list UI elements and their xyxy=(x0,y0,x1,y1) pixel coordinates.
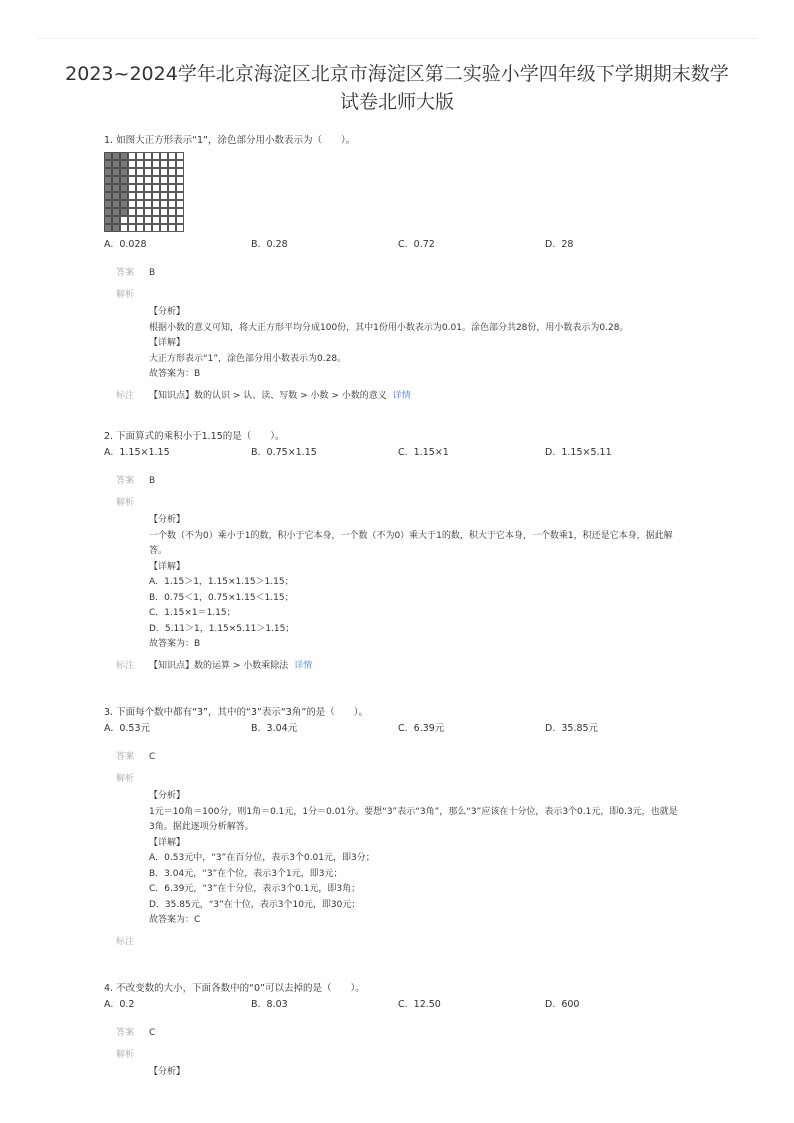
question-2 xyxy=(104,430,704,674)
grid-cell-shaded xyxy=(105,193,112,200)
option-a[interactable]: A. 0.028 xyxy=(104,239,147,250)
grid-cell xyxy=(177,153,184,160)
grid-cell xyxy=(177,185,184,192)
grid-cell xyxy=(145,153,152,160)
grid-cell-shaded xyxy=(113,185,120,192)
answer-row xyxy=(104,1026,704,1041)
grid-cell-shaded xyxy=(113,209,120,216)
options-row xyxy=(104,238,704,252)
analysis-line: 【详解】 xyxy=(149,837,186,848)
grid-cell xyxy=(169,201,176,208)
question-1 xyxy=(104,134,704,404)
grid-cell xyxy=(137,153,144,160)
top-divider xyxy=(38,38,756,39)
grid-cell xyxy=(129,177,136,184)
grid-cell xyxy=(153,217,160,224)
analysis-body xyxy=(149,789,679,929)
grid-cell xyxy=(169,225,176,232)
grid-cell xyxy=(145,201,152,208)
grid-cell xyxy=(137,169,144,176)
grid-cell xyxy=(153,177,160,184)
analysis-line: 故答案为：C xyxy=(149,915,201,925)
analysis-line: 根据小数的意义可知，将大正方形平均分成100份，其中1份用小数表示为0.01。涂色部分共28份，用小数表示为0.28。 xyxy=(149,322,629,333)
grid-cell xyxy=(177,209,184,216)
note-row xyxy=(104,935,704,950)
grid-cell xyxy=(153,225,160,232)
option-d[interactable]: D. 28 xyxy=(545,239,574,250)
grid-cell-shaded xyxy=(113,217,120,224)
grid-cell xyxy=(161,185,168,192)
analysis-row xyxy=(104,288,704,303)
answer-row xyxy=(104,474,704,489)
detail-link[interactable]: 详情 xyxy=(294,660,313,671)
note-row xyxy=(104,659,704,674)
hundred-grid-figure xyxy=(104,152,184,232)
analysis-line: 大正方形表示“1”，涂色部分用小数表示为0.28。 xyxy=(149,353,347,364)
grid-cell-shaded xyxy=(105,209,112,216)
analysis-row xyxy=(104,1048,704,1063)
grid-cell xyxy=(153,193,160,200)
grid-cell xyxy=(177,225,184,232)
analysis-label: 解析 xyxy=(116,290,135,300)
grid-cell-shaded xyxy=(113,169,120,176)
grid-cell xyxy=(129,193,136,200)
grid-cell xyxy=(161,153,168,160)
option-c[interactable]: C. 0.72 xyxy=(398,239,435,250)
grid-cell xyxy=(153,161,160,168)
grid-cell xyxy=(153,209,160,216)
grid-cell xyxy=(137,217,144,224)
option-b[interactable]: B. 0.75×1.15 xyxy=(251,447,317,458)
grid-cell xyxy=(177,217,184,224)
option-a[interactable]: A. 0.53元 xyxy=(104,723,151,734)
analysis-label: 解析 xyxy=(116,774,135,784)
analysis-row xyxy=(104,772,704,787)
option-b[interactable]: B. 8.03 xyxy=(251,999,288,1010)
analysis-body xyxy=(149,513,679,653)
analysis-line: D．35.85元，“3”在十位，表示3个10元，即30元； xyxy=(149,899,361,910)
answer-row xyxy=(104,266,704,281)
grid-cell xyxy=(129,225,136,232)
answer-label: 答案 xyxy=(116,476,135,486)
grid-cell xyxy=(137,177,144,184)
grid-cell xyxy=(161,201,168,208)
analysis-label: 解析 xyxy=(116,498,135,508)
grid-cell xyxy=(169,217,176,224)
grid-cell xyxy=(177,201,184,208)
grid-cell-shaded xyxy=(105,217,112,224)
grid-cell-shaded xyxy=(121,201,128,208)
note-label: 标注 xyxy=(116,390,135,401)
grid-cell xyxy=(129,161,136,168)
analysis-line: 故答案为：B xyxy=(149,369,201,379)
question-4 xyxy=(104,982,704,1081)
grid-cell-shaded xyxy=(121,153,128,160)
grid-cell xyxy=(169,185,176,192)
answer-row xyxy=(104,750,704,765)
grid-cell-shaded xyxy=(105,225,112,232)
option-c[interactable]: C. 1.15×1 xyxy=(398,447,449,458)
page-title: 2023~2024学年北京海淀区北京市海淀区第二实验小学四年级下学期期末数学试卷北师大版 xyxy=(65,63,729,113)
option-d[interactable]: D. 600 xyxy=(545,999,580,1010)
analysis-row xyxy=(104,496,704,511)
grid-cell xyxy=(169,177,176,184)
question-stem: 3. 下面每个数中都有“3”，其中的“3”表示“3角”的是（ ）。 xyxy=(104,707,368,718)
question-stem: 2. 下面算式的乘积小于1.15的是（ ）。 xyxy=(104,431,285,442)
analysis-body xyxy=(149,305,679,383)
grid-cell-shaded xyxy=(121,161,128,168)
grid-cell xyxy=(121,217,128,224)
analysis-line: 【详解】 xyxy=(149,338,186,348)
note-label: 标注 xyxy=(116,936,135,947)
analysis-body xyxy=(149,1065,679,1081)
grid-cell-shaded xyxy=(121,169,128,176)
knowledge-tag: 【知识点】数的运算 > 小数乘除法 xyxy=(149,660,289,671)
options-row xyxy=(104,446,704,460)
grid-cell-shaded xyxy=(105,153,112,160)
analysis-line: 【分析】 xyxy=(149,1067,186,1077)
analysis-line: 1元＝10角＝100分，则1角＝0.1元，1分＝0.01分。要想“3”表示“3角”，那么“3”应该在十分位，表示3个0.1元，即0.3元，也就是3角。据此逐项分析解答。 xyxy=(149,806,678,832)
knowledge-tag: 【知识点】数的认识 > 认、读、写数 > 小数 > 小数的意义 xyxy=(149,390,387,401)
grid-cell xyxy=(153,169,160,176)
hundred-grid xyxy=(104,152,184,232)
grid-cell xyxy=(137,225,144,232)
grid-cell xyxy=(145,177,152,184)
option-c[interactable]: C. 12.50 xyxy=(398,999,441,1010)
grid-cell xyxy=(145,209,152,216)
analysis-line: 【详解】 xyxy=(149,561,186,572)
analysis-line: 故答案为：B xyxy=(149,639,201,649)
grid-cell-shaded xyxy=(113,225,120,232)
answer-label: 答案 xyxy=(116,1028,135,1038)
grid-cell xyxy=(169,161,176,168)
grid-cell xyxy=(169,193,176,200)
analysis-line: A．1.15＞1，1.15×1.15＞1.15； xyxy=(149,577,294,587)
grid-cell xyxy=(153,201,160,208)
grid-cell-shaded xyxy=(105,177,112,184)
grid-cell xyxy=(161,161,168,168)
grid-cell-shaded xyxy=(121,177,128,184)
grid-cell-shaded xyxy=(105,185,112,192)
grid-cell-shaded xyxy=(105,169,112,176)
grid-cell xyxy=(161,169,168,176)
answer-value: B xyxy=(149,476,156,486)
option-c[interactable]: C. 6.39元 xyxy=(398,723,445,734)
option-d[interactable]: D. 1.15×5.11 xyxy=(545,447,612,458)
answer-label: 答案 xyxy=(116,752,135,762)
grid-cell xyxy=(129,153,136,160)
grid-cell xyxy=(177,193,184,200)
grid-cell xyxy=(129,185,136,192)
option-a[interactable]: A. 1.15×1.15 xyxy=(104,447,170,458)
grid-cell xyxy=(137,161,144,168)
grid-cell xyxy=(153,185,160,192)
grid-cell xyxy=(129,209,136,216)
grid-cell xyxy=(161,209,168,216)
question-stem: 4. 不改变数的大小，下面各数中的“0”可以去掉的是（ ）。 xyxy=(104,983,365,994)
grid-cell xyxy=(145,161,152,168)
grid-cell xyxy=(137,201,144,208)
analysis-line: A．0.53元中，“3”在百分位，表示3个0.01元，即3分； xyxy=(149,853,375,863)
grid-cell xyxy=(129,169,136,176)
grid-cell-shaded xyxy=(105,161,112,168)
grid-cell xyxy=(161,177,168,184)
grid-cell xyxy=(161,225,168,232)
analysis-label: 解析 xyxy=(116,1050,135,1060)
question-stem: 1. 如图大正方形表示“1”，涂色部分用小数表示为（ ）。 xyxy=(104,135,356,146)
answer-value: C xyxy=(149,752,156,762)
grid-cell-shaded xyxy=(121,209,128,216)
options-row xyxy=(104,998,704,1012)
grid-cell-shaded xyxy=(113,177,120,184)
grid-cell xyxy=(161,193,168,200)
options-row xyxy=(104,722,704,736)
grid-cell-shaded xyxy=(113,153,120,160)
grid-cell xyxy=(137,209,144,216)
answer-value: C xyxy=(149,1028,156,1038)
analysis-line: B．3.04元，“3”在个位，表示3个1元，即3元； xyxy=(149,868,343,879)
analysis-line: C．6.39元，“3”在十分位，表示3个0.1元，即3角； xyxy=(149,884,361,894)
detail-link[interactable]: 详情 xyxy=(392,390,411,401)
grid-cell xyxy=(169,209,176,216)
answer-value: B xyxy=(149,268,156,278)
grid-cell xyxy=(145,185,152,192)
grid-cell-shaded xyxy=(121,185,128,192)
question-3 xyxy=(104,706,704,950)
grid-cell xyxy=(169,169,176,176)
grid-cell xyxy=(145,169,152,176)
grid-cell-shaded xyxy=(113,193,120,200)
analysis-line: D．5.11＞1，1.15×5.11＞1.15； xyxy=(149,623,295,634)
answer-label: 答案 xyxy=(116,268,135,278)
option-b[interactable]: B. 0.28 xyxy=(251,239,288,250)
option-a[interactable]: A. 0.2 xyxy=(104,999,135,1010)
grid-cell xyxy=(153,153,160,160)
option-b[interactable]: B. 3.04元 xyxy=(251,723,298,734)
grid-cell xyxy=(129,217,136,224)
grid-cell xyxy=(145,193,152,200)
grid-cell xyxy=(137,193,144,200)
grid-cell xyxy=(177,161,184,168)
grid-cell xyxy=(145,217,152,224)
grid-cell-shaded xyxy=(121,193,128,200)
option-d[interactable]: D. 35.85元 xyxy=(545,723,599,734)
analysis-line: 一个数（不为0）乘小于1的数，积小于它本身，一个数（不为0）乘大于1的数，积大于它本身，一个数乘1，积还是它本身，据此解答。 xyxy=(149,530,673,556)
grid-cell-shaded xyxy=(113,161,120,168)
analysis-line: 【分析】 xyxy=(149,791,186,801)
note-row xyxy=(104,389,704,404)
grid-cell xyxy=(145,225,152,232)
analysis-line: 【分析】 xyxy=(149,307,186,317)
analysis-line: C．1.15×1＝1.15； xyxy=(149,608,236,618)
grid-cell xyxy=(137,185,144,192)
analysis-line: B．0.75＜1，0.75×1.15＜1.15； xyxy=(149,592,294,603)
grid-cell xyxy=(129,201,136,208)
grid-cell xyxy=(177,177,184,184)
grid-cell-shaded xyxy=(105,201,112,208)
grid-cell xyxy=(161,217,168,224)
grid-cell xyxy=(177,169,184,176)
grid-cell xyxy=(169,153,176,160)
grid-cell-shaded xyxy=(113,201,120,208)
note-label: 标注 xyxy=(116,660,135,671)
grid-cell xyxy=(121,225,128,232)
analysis-line: 【分析】 xyxy=(149,515,186,525)
